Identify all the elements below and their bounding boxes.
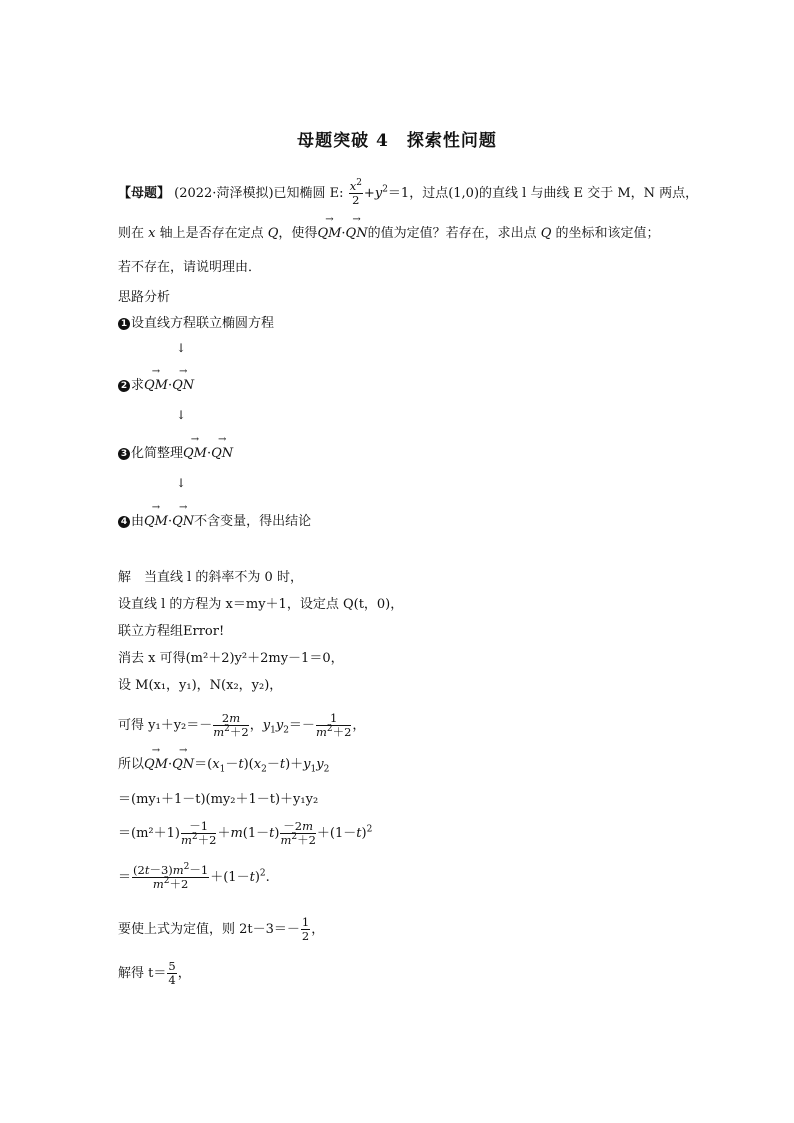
problem-tag: 【母题】 (118, 186, 171, 201)
solution-line-9: ＝(m²＋1) $\frac{-1}{m^2+2}$ ＋m(1－t) $\frac{-2m}{m^2+2}$ $+(1-t)^2$ (118, 819, 373, 847)
step-3: 3 化简整理→ QM·→ QN (118, 446, 233, 462)
step-number-icon: 3 (118, 448, 130, 460)
solution-line-5: 设 M(x₁，y₁)，N(x₂，y₂)， (118, 678, 283, 693)
down-arrow-icon: ↓ (176, 341, 187, 355)
step-number-icon: 4 (118, 516, 130, 528)
solution-line-10: ＝ $\frac{(2t-3)m^2-1}{m^2+2}$ $+(1-t)^2$. (118, 862, 270, 891)
step-number-icon: 2 (118, 380, 130, 392)
solution-line-2: 设直线 l 的方程为 x＝my＋1，设定点 Q(t，0)， (118, 597, 404, 612)
solution-line-3: 联立方程组Error! (118, 624, 225, 639)
solution-line-7: 所以→ $QM\cdot\to QN=(x_1-t)(x_2-t)+y_1y_2$ (118, 757, 329, 773)
solution-line-11: 要使上式为定值，则 2t－3＝－ $\frac{1}{2}$ ， (118, 915, 325, 943)
step-2: 2 求→ QM·→ QN (118, 378, 194, 394)
solution-line-8: ＝(my₁＋1－t)(my₂＋1－t)＋y₁y₂ (118, 792, 319, 807)
problem-line-2: 则在 x 轴上是否存在定点 Q，使得→ QM·→ QN的值为定值？若存在，求出点 Q 的坐标和该定值； (118, 226, 660, 242)
problem-line-3: 若不存在，请说明理由． (118, 260, 262, 275)
step-1: 1 设直线方程联立椭圆方程 (118, 316, 274, 332)
problem-source: (2022·菏泽模拟) (174, 186, 274, 201)
solution-line-1: 解 当直线 l 的斜率不为 0 时， (118, 570, 303, 585)
step-number-icon: 1 (118, 318, 130, 330)
step-4: 4 由→ QM·→ QN不含变量，得出结论 (118, 514, 311, 530)
down-arrow-icon: ↓ (176, 408, 187, 422)
ellipse-fraction: $\frac{x^2}{2}$ (349, 178, 362, 207)
solution-line-6: 可得 y₁＋y₂＝－ $\frac{2m}{m^2+2}$ ，$y_1y_2=-$ $\frac{1}{m^2+2}$ ， (118, 711, 366, 739)
problem-intro: 已知椭圆 E: (273, 186, 344, 201)
analysis-heading: 思路分析 (118, 290, 171, 305)
solution-line-12: 解得 t＝ $\frac{5}{4}$ ， (118, 959, 191, 987)
problem-line-1: 【母题】 (2022·菏泽模拟)已知椭圆 E: $\frac{x^2}{2}$ $+y^2=1$，过点(1,0)的直线 l 与曲线 E 交于 M，N 两点， (118, 178, 699, 207)
problem-cont: ，过点(1,0)的直线 l 与曲线 E 交于 M，N 两点， (409, 186, 699, 201)
solution-line-4: 消去 x 可得(m²＋2)y²＋2my－1＝0， (118, 651, 344, 666)
page-title: 母题突破 4 探索性问题 (297, 131, 497, 151)
down-arrow-icon: ↓ (176, 476, 187, 490)
